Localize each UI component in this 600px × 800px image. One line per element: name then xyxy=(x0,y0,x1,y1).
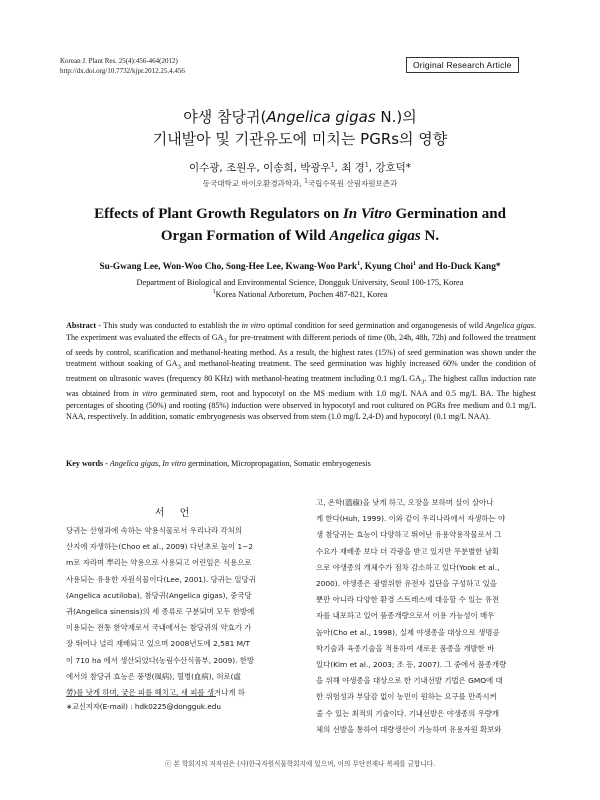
korean-title-species: Angelica gigas xyxy=(266,108,376,126)
korean-title-text: 야생 참당귀( xyxy=(183,108,267,126)
body-text-line: 자를 내포하고 있어 품종개량으로서 이용 가능성이 매우 xyxy=(316,611,495,621)
korean-title-line-1 xyxy=(0,106,600,127)
korean-authors xyxy=(0,160,600,175)
body-text-line: 2000). 야생종은 광범위한 유전자 집단을 구성하고 있을 xyxy=(316,579,497,589)
copyright-notice: ⓒ 본 학회지의 저작권은 (사)한국자원식물학회지에 있으며, 이의 무단전재나 복제를 금합니다. xyxy=(164,760,436,768)
body-text-line: 있다(Kim et al., 2003; 조 등, 2007). 그 중에서 품종개량 xyxy=(316,660,507,670)
body-text-line: 에서의 참당귀 효능은 풍병(風病), 혈병(血病), 허로(虛 xyxy=(66,671,241,681)
english-title-italic: In Vitro xyxy=(342,206,392,222)
keywords: Key words - Angelica gigas, In vitro germination, Micropropagation, Somatic embryogenesis xyxy=(66,459,371,468)
body-text-line: 귀(Angelica sinensis)의 세 종류로 구분되며 모두 한방에 xyxy=(66,607,255,617)
korean-affiliation xyxy=(0,178,600,189)
doi-link[interactable]: http://dx.doi.org/10.7732/kjpr.2012.25.4.456 xyxy=(60,67,185,75)
body-text-line: 수요가 재배종 보다 더 각광을 받고 있지만 무분별한 남획 xyxy=(316,546,500,556)
body-text-line: 사용되는 유용한 자원식물이다(Lee, 2001). 당귀는 일당귀 xyxy=(66,574,256,584)
abstract-text: germinated stem, root and hypocotyl on the MS medium with 1.0 mg/L NAA and 0.5 mg/L BA. The highest percentages of shooting (50%) and rooting (85%) induction were observed in hypocotyl and root cultured on PGRs free medium and 0.1 mg/L NAA, respectively. In addition, somatic embryogenesis was observed from stem (1.0 mg/L 2,4-D) and hypocotyl (0.1 mg/L NAA). xyxy=(66,389,536,422)
body-text-line: m로 자라며 뿌리는 약용으로 사용되고 어린잎은 식용으로 xyxy=(66,558,252,568)
affiliation-mark: 1 xyxy=(212,289,216,296)
body-text-line: 고, 온학(溫瘧)을 낫게 하고, 오장을 보하며 살이 살아나 xyxy=(316,498,494,507)
abstract-species: Angelica gigas xyxy=(485,321,534,330)
abstract-italic: in vitro xyxy=(241,321,266,330)
abstract-text: and methanol-heating treatment. The seed germination was highly increased 60% under the condition of treatment on ultrasonic waves (frequency 80 KHz) with methanol-heating treatment including 0.1 mg/L GA xyxy=(66,359,536,384)
body-text-line: 체의 선발을 통하여 대량생산이 가능하며 유용자원 확보와 xyxy=(316,724,502,734)
abstract-text: . The highest callus induction rate was obtained from xyxy=(66,374,536,399)
body-text-line: 한 위험성과 부담감 없이 농민이 원하는 요구를 만족시켜 xyxy=(316,692,497,702)
body-text-line: 산지에 자생하는(Choo et al., 2009) 다년초로 높이 1∼2 xyxy=(66,542,254,552)
korean-title-line-2: 기내발아 및 기관유도에 미치는 PGRs의 영향 xyxy=(152,130,448,148)
english-title-text: N. xyxy=(420,228,440,244)
abstract-text: optimal condition for seed germination and organogenesis of wild xyxy=(265,321,486,330)
footnote-divider xyxy=(66,696,216,697)
english-affiliation-line-1: Department of Biological and Environmental Science, Dongguk University, Seoul 100-175, Korea xyxy=(136,278,464,287)
body-text-line: 게 한다(Huh, 1999). 이와 같이 우리나라에서 자생하는 야 xyxy=(316,514,506,524)
keywords-label: Key words xyxy=(66,459,104,468)
keywords-separator: - xyxy=(103,459,110,468)
body-text-line: 뿐만 아니라 다양한 환경 스트레스에 대응할 수 있는 유전 xyxy=(316,595,500,605)
journal-citation xyxy=(60,56,185,76)
body-text-line: 장 뛰어나 널리 재배되고 있으며 2008년도에 2,581 M/T xyxy=(66,639,251,649)
article-type-label: Original Research Article xyxy=(413,60,512,70)
english-title-text: Effects of Plant Growth Regulators on xyxy=(94,206,343,222)
abstract-italic: in vitro xyxy=(132,389,158,399)
body-text-line: 당귀는 산형과에 속하는 약용식물로서 우리나라 각처의 xyxy=(66,526,242,535)
author-names: and Ho-Duck Kang* xyxy=(416,262,501,272)
body-text-line: 으로 야생종의 개체수가 점차 감소하고 있다(Yook et al., xyxy=(316,562,500,572)
article-type-badge xyxy=(406,57,519,73)
english-affiliation-line-2 xyxy=(0,290,600,299)
body-text-line: 을 위해 야생종을 대상으로 한 기내선발 기법은 GMO에 대 xyxy=(316,676,503,686)
affiliation-mark: 1 xyxy=(357,260,361,267)
subscript: 3 xyxy=(420,378,425,386)
body-text-line: 생 참당귀는 효능이 다양하고 뛰어난 유용약용작물로서 그 xyxy=(316,530,502,540)
corresponding-author-footnote: ∗교신저자(E-mail) : hdk0225@dongguk.edu xyxy=(66,702,221,711)
affiliation-mark: 1 xyxy=(364,161,369,169)
body-text-line: 높아(Cho et al., 1998), 실제 야생종을 대상으로 생명공 xyxy=(316,627,500,637)
english-title-line-1 xyxy=(0,206,600,223)
body-text-line: 줄 수 있는 최적의 기술이다. 기내선발은 야생종의 우량개 xyxy=(316,708,500,718)
author-names: , Kyung Choi xyxy=(360,262,414,272)
body-text-line: 이 710 ha 에서 생산되었다(농림수산식품부, 2009). 한방 xyxy=(66,655,255,665)
english-title-line-2 xyxy=(0,228,600,245)
affiliation-mark: 1 xyxy=(413,260,417,267)
keyword-species: Angelica gigas xyxy=(109,459,159,468)
abstract xyxy=(66,320,536,423)
body-column-left xyxy=(66,523,284,701)
subscript: 3 xyxy=(223,337,227,345)
abstract-text: . The experiment was evaluated the effects of GA xyxy=(66,321,536,342)
body-text-line: 이용되는 전통 한약재로서 국내에서는 참당귀의 약효가 가 xyxy=(66,623,252,633)
journal-reference: Korean J. Plant Res. 25(4):456-464(2012) xyxy=(60,57,178,65)
korean-title-text: N.)의 xyxy=(375,108,417,126)
subscript: 3 xyxy=(177,363,181,371)
body-text-line: 학기술과 육종기술을 적용하여 새로운 품종을 개발한 바 xyxy=(316,643,495,653)
english-title-text: Organ Formation of Wild xyxy=(160,228,330,244)
affiliation-text: 국립수목원 산림자원보존과 xyxy=(307,179,398,188)
body-text-line: 勞)를 낫게 하며, 궂은 피를 헤치고, 새 피를 생겨나게 하 xyxy=(66,688,245,698)
author-names: , 강호덕* xyxy=(368,162,412,174)
author-names: , 최 경 xyxy=(334,162,365,174)
body-text-line: (Angelica acutiloba), 참당귀(Angelica gigas), 중국당 xyxy=(66,590,252,600)
english-title-text: Germination and xyxy=(391,206,506,222)
affiliation-text: 동국대학교 바이오환경과학과, xyxy=(202,179,305,188)
affiliation-mark: 1 xyxy=(304,177,308,185)
affiliation-text: Korea National Arboretum, Pochen 487-821, Korea xyxy=(215,290,388,299)
english-title-species: Angelica gigas xyxy=(329,228,421,244)
body-column-right xyxy=(316,495,534,738)
keyword-italic: In vitro xyxy=(162,459,186,468)
abstract-text: - This study was conducted to establish the xyxy=(96,321,242,330)
introduction-heading: 서 언 xyxy=(154,508,196,519)
english-authors xyxy=(0,262,600,272)
author-names: Su-Gwang Lee, Won-Woo Cho, Song-Hee Lee, Kwang-Woo Park xyxy=(99,262,358,272)
abstract-label: Abstract xyxy=(66,321,97,330)
author-names: 이수광, 조원우, 이송희, 박광우 xyxy=(188,162,331,174)
keyword-list: germination, Micropropagation, Somatic embryogenesis xyxy=(186,459,371,468)
abstract-text: for pre-treatment with different periods of time (0h, 24h, 48h, 72h) and followed the treatment of seeds by control, scarification and methanol-heating method. As a result, the highest rates (15%) of seed germination was shown under the treatment without soaking of GA xyxy=(66,332,536,369)
affiliation-mark: 1 xyxy=(330,161,335,169)
